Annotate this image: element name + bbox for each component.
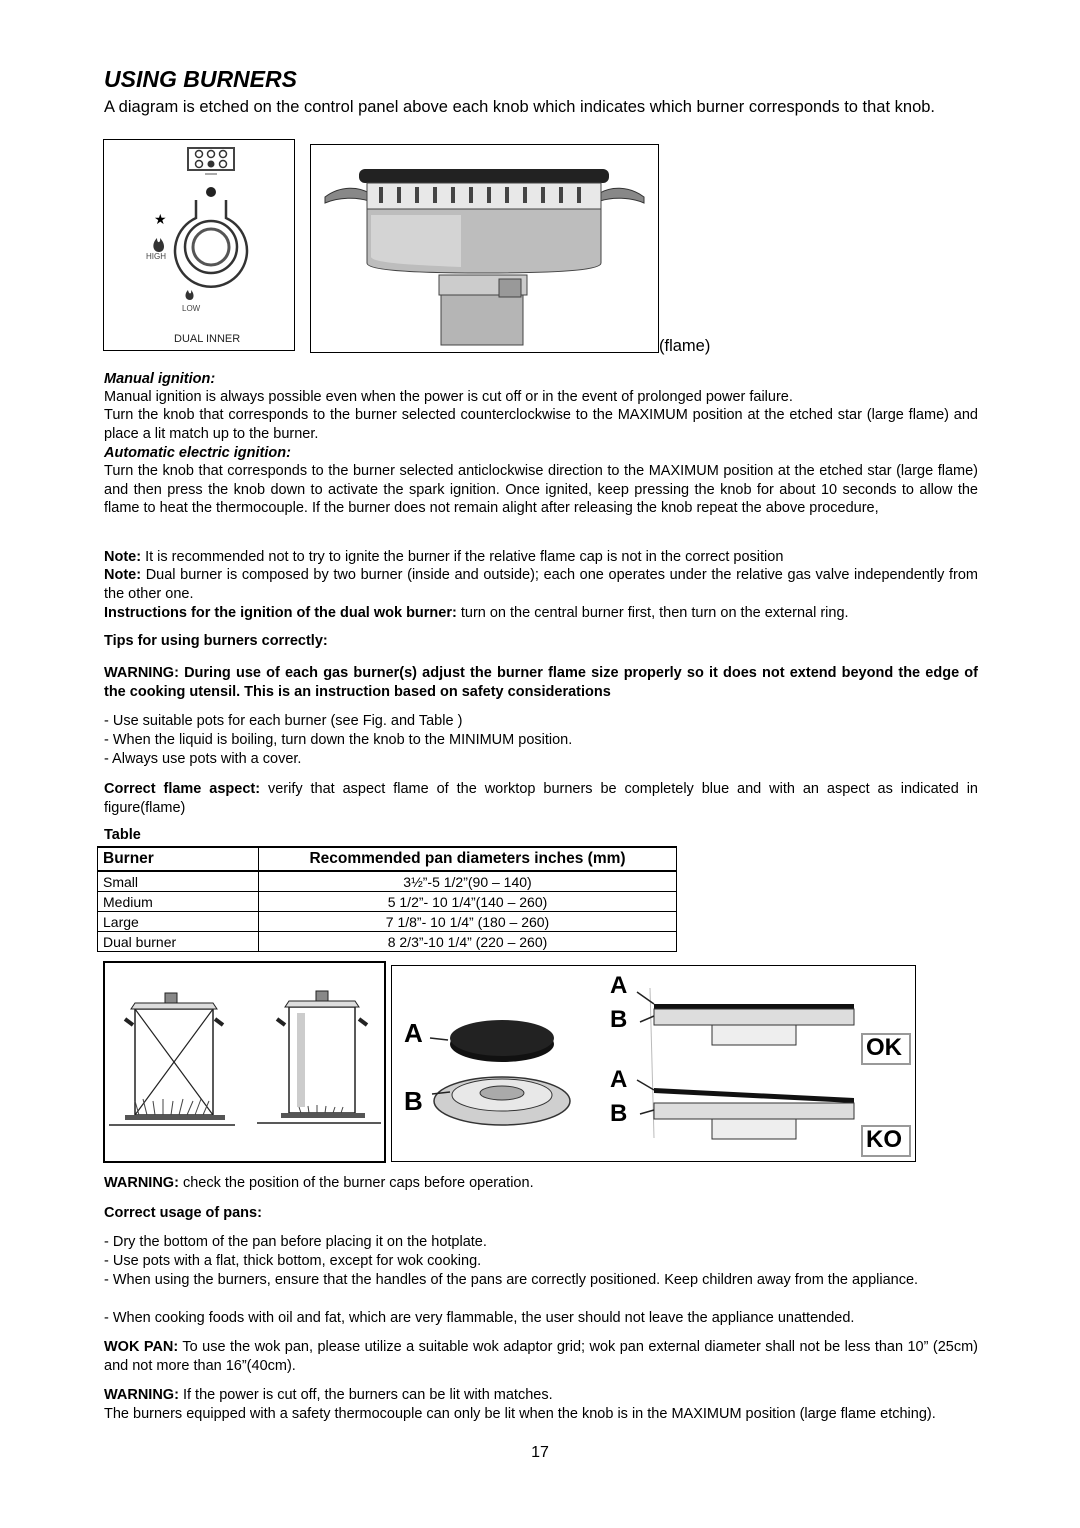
page-number: 17 [531, 1444, 549, 1461]
knob-diagram [103, 139, 295, 351]
pan-item-1: - Dry the bottom of the pan before placing it on the hotplate. [104, 1234, 487, 1250]
ok-label: OK [866, 1034, 902, 1061]
table-cell: Dual burner [98, 932, 259, 952]
manual-ignition-p2: Turn the knob that corresponds to the burner selected counterclockwise to the MAXIMUM position at the etched star (large flame) and place a lit match up to the burner. [104, 407, 978, 442]
pot-position-icon [105, 963, 384, 1161]
pan-item-4: - When cooking foods with oil and fat, which are very flammable, the user should not leave the appliance unattended. [104, 1310, 855, 1326]
label-high: HIGH [146, 252, 166, 261]
dual-wok-label: Instructions for the ignition of the dual wok burner: [104, 605, 457, 621]
wok-pan [104, 1338, 978, 1375]
pan-item-2: - Use pots with a flat, thick bottom, except for wok cooking. [104, 1253, 482, 1269]
ko-label: KO [866, 1126, 902, 1153]
tips-heading: Tips for using burners correctly: [104, 633, 328, 649]
manual-ignition-heading: Manual ignition: [104, 371, 216, 387]
table-row [98, 871, 677, 892]
table-header-diameter: Recommended pan diameters inches (mm) [259, 847, 677, 871]
tip-item-2: - When the liquid is boiling, turn down the knob to the MINIMUM position. [104, 732, 573, 748]
note-2-text: Dual burner is composed by two burner (inside and outside); each one operates under the relative gas valve independently from the other one. [104, 567, 978, 602]
table-header-burner: Burner [98, 847, 259, 871]
pans-heading: Correct usage of pans: [104, 1205, 262, 1221]
cap-label-b-left: B [404, 1086, 423, 1116]
dual-wok-instructions [104, 604, 978, 623]
table-cell: 3½”-5 1/2”(90 – 140) [259, 871, 677, 892]
burner-cap-figure [310, 144, 659, 353]
page-title: USING BURNERS [104, 66, 297, 92]
cap-label-a-left: A [404, 1018, 423, 1048]
auto-ignition-p1: Turn the knob that corresponds to the burner selected anticlockwise direction to the MAXIMUM position at the etched star (large flame) and then press the knob down to activate the spark ignition. Once ignited, keep pressing the knob for about 10 seconds to allow the flame to heat the thermocouple. If the burner does not remain alight after releasing the knob repeat the above procedure, [104, 463, 978, 516]
warning-caps-label: WARNING: [104, 1175, 179, 1191]
burner-caps-figure [391, 965, 916, 1162]
cap-label-b-ok: B [610, 1006, 628, 1033]
warning-flame-size: WARNING: During use of each gas burner(s) adjust the burner flame size properly so it does not extend beyond the edge of the cooking utensil. This is an instruction based on safety considerations [104, 665, 978, 700]
flame-caption: (flame) [659, 337, 711, 355]
dual-wok-text: turn on the central burner first, then turn on the external ring. [456, 605, 849, 621]
burner-caps-icon [392, 966, 915, 1161]
warning-power-text: If the power is cut off, the burners can be lit with matches. [178, 1387, 553, 1403]
table-cell: 8 2/3”-10 1/4” (220 – 260) [259, 932, 677, 952]
pot-position-figure [103, 961, 386, 1163]
table-row [98, 892, 677, 912]
cap-label-a-ok: A [610, 972, 628, 999]
manual-ignition-p1: Manual ignition is always possible even when the power is cut off or in the event of prolonged power failure. [104, 389, 793, 405]
table-header-row [98, 847, 677, 871]
table-label: Table [104, 827, 141, 843]
intro-text: A diagram is etched on the control panel above each knob which indicates which burner corresponds to that knob. [104, 98, 936, 116]
burner-cap-icon [311, 145, 658, 352]
tip-item-3: - Always use pots with a cover. [104, 751, 302, 767]
note-2-label: Note: [104, 567, 142, 583]
table-cell: Small [98, 871, 259, 892]
pan-item-3: - When using the burners, ensure that the handles of the pans are correctly positioned. Keep children away from the appliance. [104, 1272, 919, 1288]
thermocouple-note: The burners equipped with a safety thermocouple can only be lit when the knob is in the MAXIMUM position (large flame etching). [104, 1406, 936, 1422]
table-cell: Large [98, 912, 259, 932]
warning-caps [104, 1174, 978, 1193]
label-dual-inner: DUAL INNER [174, 333, 241, 345]
svg-text:★: ★ [154, 212, 167, 228]
note-2 [104, 566, 978, 603]
knob-diagram-icon [104, 140, 294, 350]
flame-aspect-label: Correct flame aspect: [104, 781, 261, 797]
flame-aspect-text: verify that aspect flame of the worktop burners be completely blue and with an aspect as indicated in figure(flame) [104, 781, 978, 816]
cap-label-a-ko: A [610, 1066, 628, 1093]
tip-item-1: - Use suitable pots for each burner (see Fig. and Table ) [104, 713, 463, 729]
note-1 [104, 548, 978, 567]
warning-caps-text: check the position of the burner caps before operation. [178, 1175, 534, 1191]
warning-power [104, 1386, 978, 1405]
wok-pan-label: WOK PAN: [104, 1339, 179, 1355]
pan-diameter-table [97, 846, 677, 952]
auto-ignition-heading: Automatic electric ignition: [104, 445, 291, 461]
table-row [98, 932, 677, 952]
label-low: LOW [182, 304, 201, 313]
warning-power-label: WARNING: [104, 1387, 179, 1403]
table-row [98, 912, 677, 932]
table-cell: 5 1/2”- 10 1/4”(140 – 260) [259, 892, 677, 912]
flame-aspect [104, 780, 978, 817]
cap-label-b-ko: B [610, 1100, 628, 1127]
note-1-text: It is recommended not to try to ignite the burner if the relative flame cap is not in the correct position [141, 549, 784, 565]
wok-pan-text: To use the wok pan, please utilize a suitable wok adaptor grid; wok pan external diameter shall not be less than 10” (25cm) and not more than 16”(40cm). [104, 1339, 978, 1374]
note-1-label: Note: [104, 549, 142, 565]
table-cell: 7 1/8”- 10 1/4” (180 – 260) [259, 912, 677, 932]
table-cell: Medium [98, 892, 259, 912]
